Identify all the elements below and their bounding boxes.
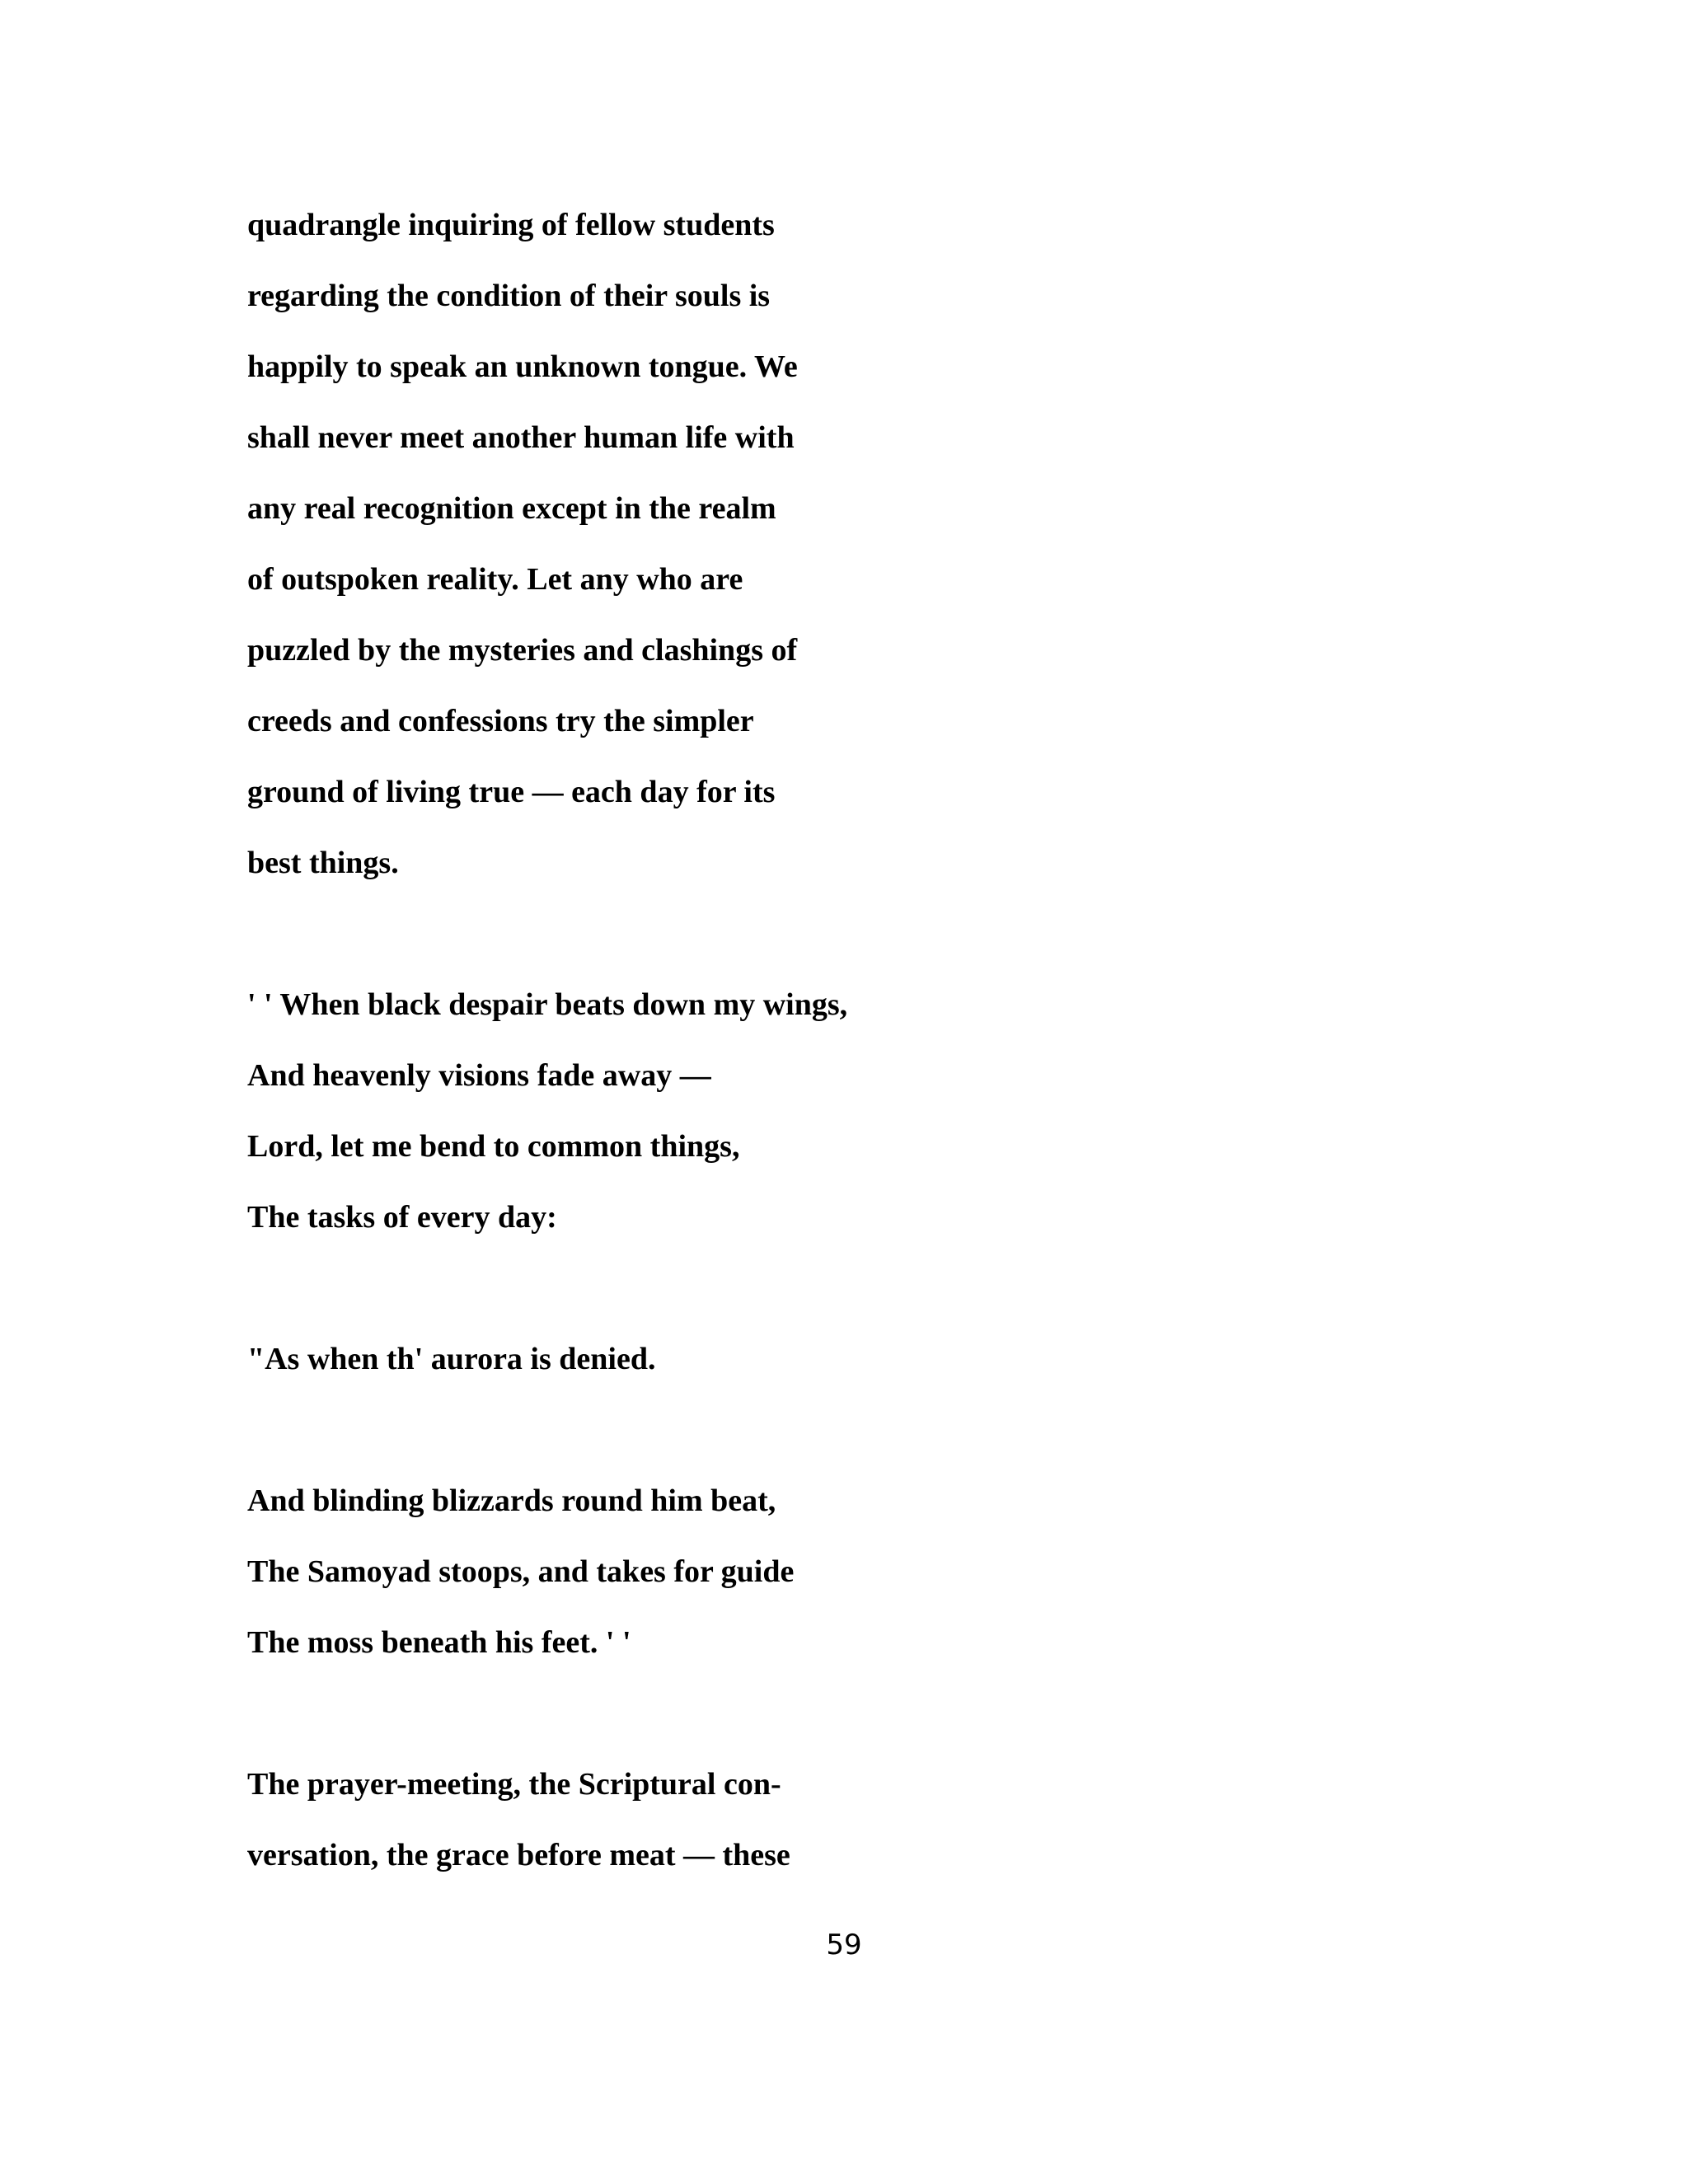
poem-line: The moss beneath his feet. ' ' (247, 1625, 631, 1660)
poem-line: Lord, let me bend to common things, (247, 1129, 740, 1164)
blank-line (247, 1678, 1484, 1749)
blank-line (247, 1394, 1484, 1465)
text-line: happily to speak an unknown tongue. We (247, 349, 798, 384)
text-line: of outspoken reality. Let any who are (247, 562, 743, 597)
text-line: creeds and confessions try the simpler (247, 704, 754, 738)
poem-stanza (247, 1465, 1484, 1678)
text-line: puzzled by the mysteries and clashings of (247, 633, 798, 668)
blank-line (247, 1253, 1484, 1324)
text-line: best things. (247, 846, 399, 880)
poem-line: "As when th' aurora is denied. (247, 1342, 656, 1376)
poem-line: The tasks of every day: (247, 1200, 557, 1235)
text-line: regarding the condition of their souls is (247, 279, 771, 313)
body-text (247, 190, 1484, 1891)
text-line: quadrangle inquiring of fellow students (247, 208, 775, 242)
text-line: shall never meet another human life with (247, 420, 795, 455)
text-line: any real recognition except in the realm (247, 491, 776, 526)
paragraph (247, 1749, 1484, 1891)
text-line: The prayer-meeting, the Scriptural con- (247, 1767, 781, 1802)
poem-line: And heavenly visions fade away — (247, 1058, 711, 1093)
poem-line: ' ' When black despair beats down my wings, (247, 987, 848, 1022)
poem-stanza (247, 1324, 1484, 1394)
poem-line: And blinding blizzards round him beat, (247, 1483, 776, 1518)
text-line: versation, the grace before meat — these (247, 1838, 790, 1872)
blank-line (247, 898, 1484, 969)
paragraph (247, 190, 1484, 898)
poem-stanza (247, 969, 1484, 1253)
page-number: 59 (826, 1929, 862, 1961)
poem-line: The Samoyad stoops, and takes for guide (247, 1554, 795, 1589)
text-line: ground of living true — each day for its (247, 775, 776, 809)
